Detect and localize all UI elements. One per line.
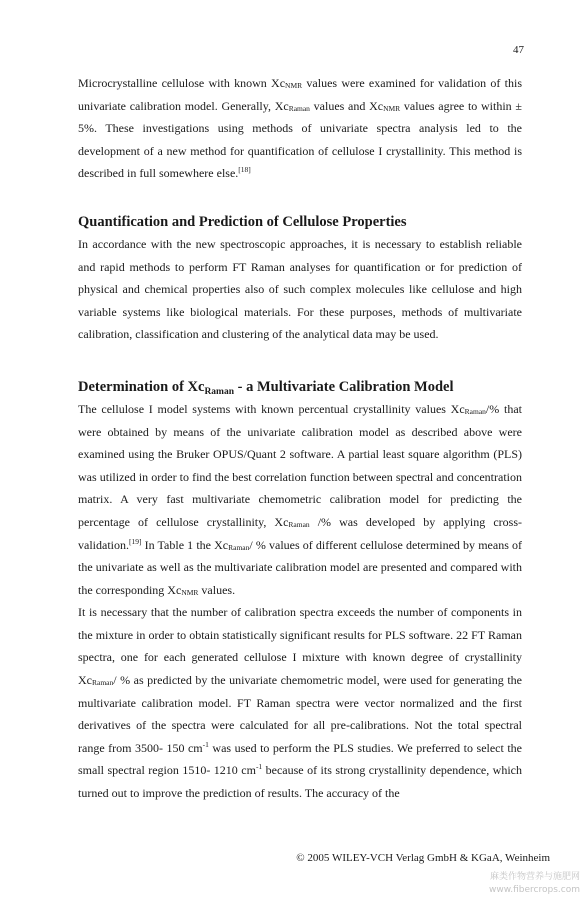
superscript: -1 (202, 739, 209, 749)
subscript: Raman (464, 406, 486, 416)
heading-text: - a Multivariate Calibration Model (234, 378, 454, 395)
watermark-line: www.fibercrops.com (489, 885, 580, 895)
page-number: 47 (513, 44, 524, 56)
copyright-footer: © 2005 WILEY-VCH Verlag GmbH & KGaA, Weinheim (296, 852, 550, 864)
site-watermark (489, 871, 580, 897)
text-run: / % values of different cellulose determined by means of the univariate as well as the multivariate calibration model are presented and compared with the corresponding Xc (78, 537, 522, 597)
paragraph-model-systems (78, 398, 522, 601)
text-run: values were examined for validation of this univariate calibration model. Generally, Xc (78, 76, 522, 113)
paragraph-validation (78, 72, 522, 185)
text-run: values agree to within ± 5%. These investigations using methods of univariate spectra analysis led to the development of a new method for quantification of cellulose I crystallinity. This method is described in full somewhere else. (78, 98, 522, 181)
section-heading-quantification: Quantification and Prediction of Cellulose Properties (78, 213, 407, 230)
section-heading-determination (78, 376, 522, 398)
text-run: /% was developed by applying cross-validation. (78, 514, 522, 552)
page-body (78, 72, 522, 805)
heading-text: Determination of Xc (78, 378, 205, 395)
citation-ref: [19] (129, 536, 142, 546)
paragraph-calibration-spectra (78, 601, 522, 804)
text-run: / % as predicted by the univariate chemometric model, were used for generating the multivariate calibration model. FT Raman spectra were vector normalized and the first derivatives of the spectra were calculated for all pre-calibrations. Not the total spectral range from 3500- 150 cm (78, 673, 522, 755)
text-run: was used to perform the PLS studies. We preferred to select the small spectral region 1510- 1210 cm (78, 740, 523, 778)
paragraph-approaches: In accordance with the new spectroscopic approaches, it is necessary to establish reliable and rapid methods to perform FT Raman analyses for quantification or for prediction of physical and chemical properties also of such complex molecules like cellulose and high variable systems like biological materials. For these purposes, methods of multivariate calibration, classification and clustering of the analytical data may be used. (78, 236, 522, 342)
subscript: Raman (92, 678, 114, 688)
subscript: NMR (181, 587, 199, 597)
subscript: NMR (285, 81, 303, 90)
text-run: /% that were obtained by means of the univariate calibration model as described above were examined using the Bruker OPUS/Quant 2 software. A partial least square algorithm (PLS) was utilized in order to find the best correlation function between spectral and concentration matrix. A very fast multivariate chemometric calibration model for predicting the percentage of cellulose crystallinity, Xc (78, 401, 522, 529)
subscript: Raman (288, 519, 310, 529)
subscript: Raman (288, 103, 310, 113)
citation-ref: [18] (238, 165, 251, 175)
text-run: The cellulose I model systems with known percentual crystallinity values Xc (78, 401, 465, 416)
subscript: Raman (204, 386, 234, 397)
superscript: -1 (255, 762, 263, 772)
subscript: NMR (383, 103, 401, 113)
text-run: It is necessary that the number of calibration spectra exceeds the number of components in the mixture in order to obtain statistically significant results for PLS software. 22 FT Raman spectra, one for each generated cellulose I mixture with known degree of crystallinity Xc (78, 605, 522, 688)
text-run: because of its strong crystallinity dependence, which turned out to improve the prediction of results. The accuracy of the (78, 763, 523, 801)
text-run: values. (198, 582, 236, 597)
watermark-line: 麻类作物营养与施肥网 (489, 872, 580, 882)
text-run: In Table 1 the Xc (141, 537, 229, 552)
subscript: Raman (228, 542, 250, 552)
text-run: values and Xc (309, 98, 384, 113)
text-run: Microcrystalline cellulose with known Xc (78, 76, 286, 90)
